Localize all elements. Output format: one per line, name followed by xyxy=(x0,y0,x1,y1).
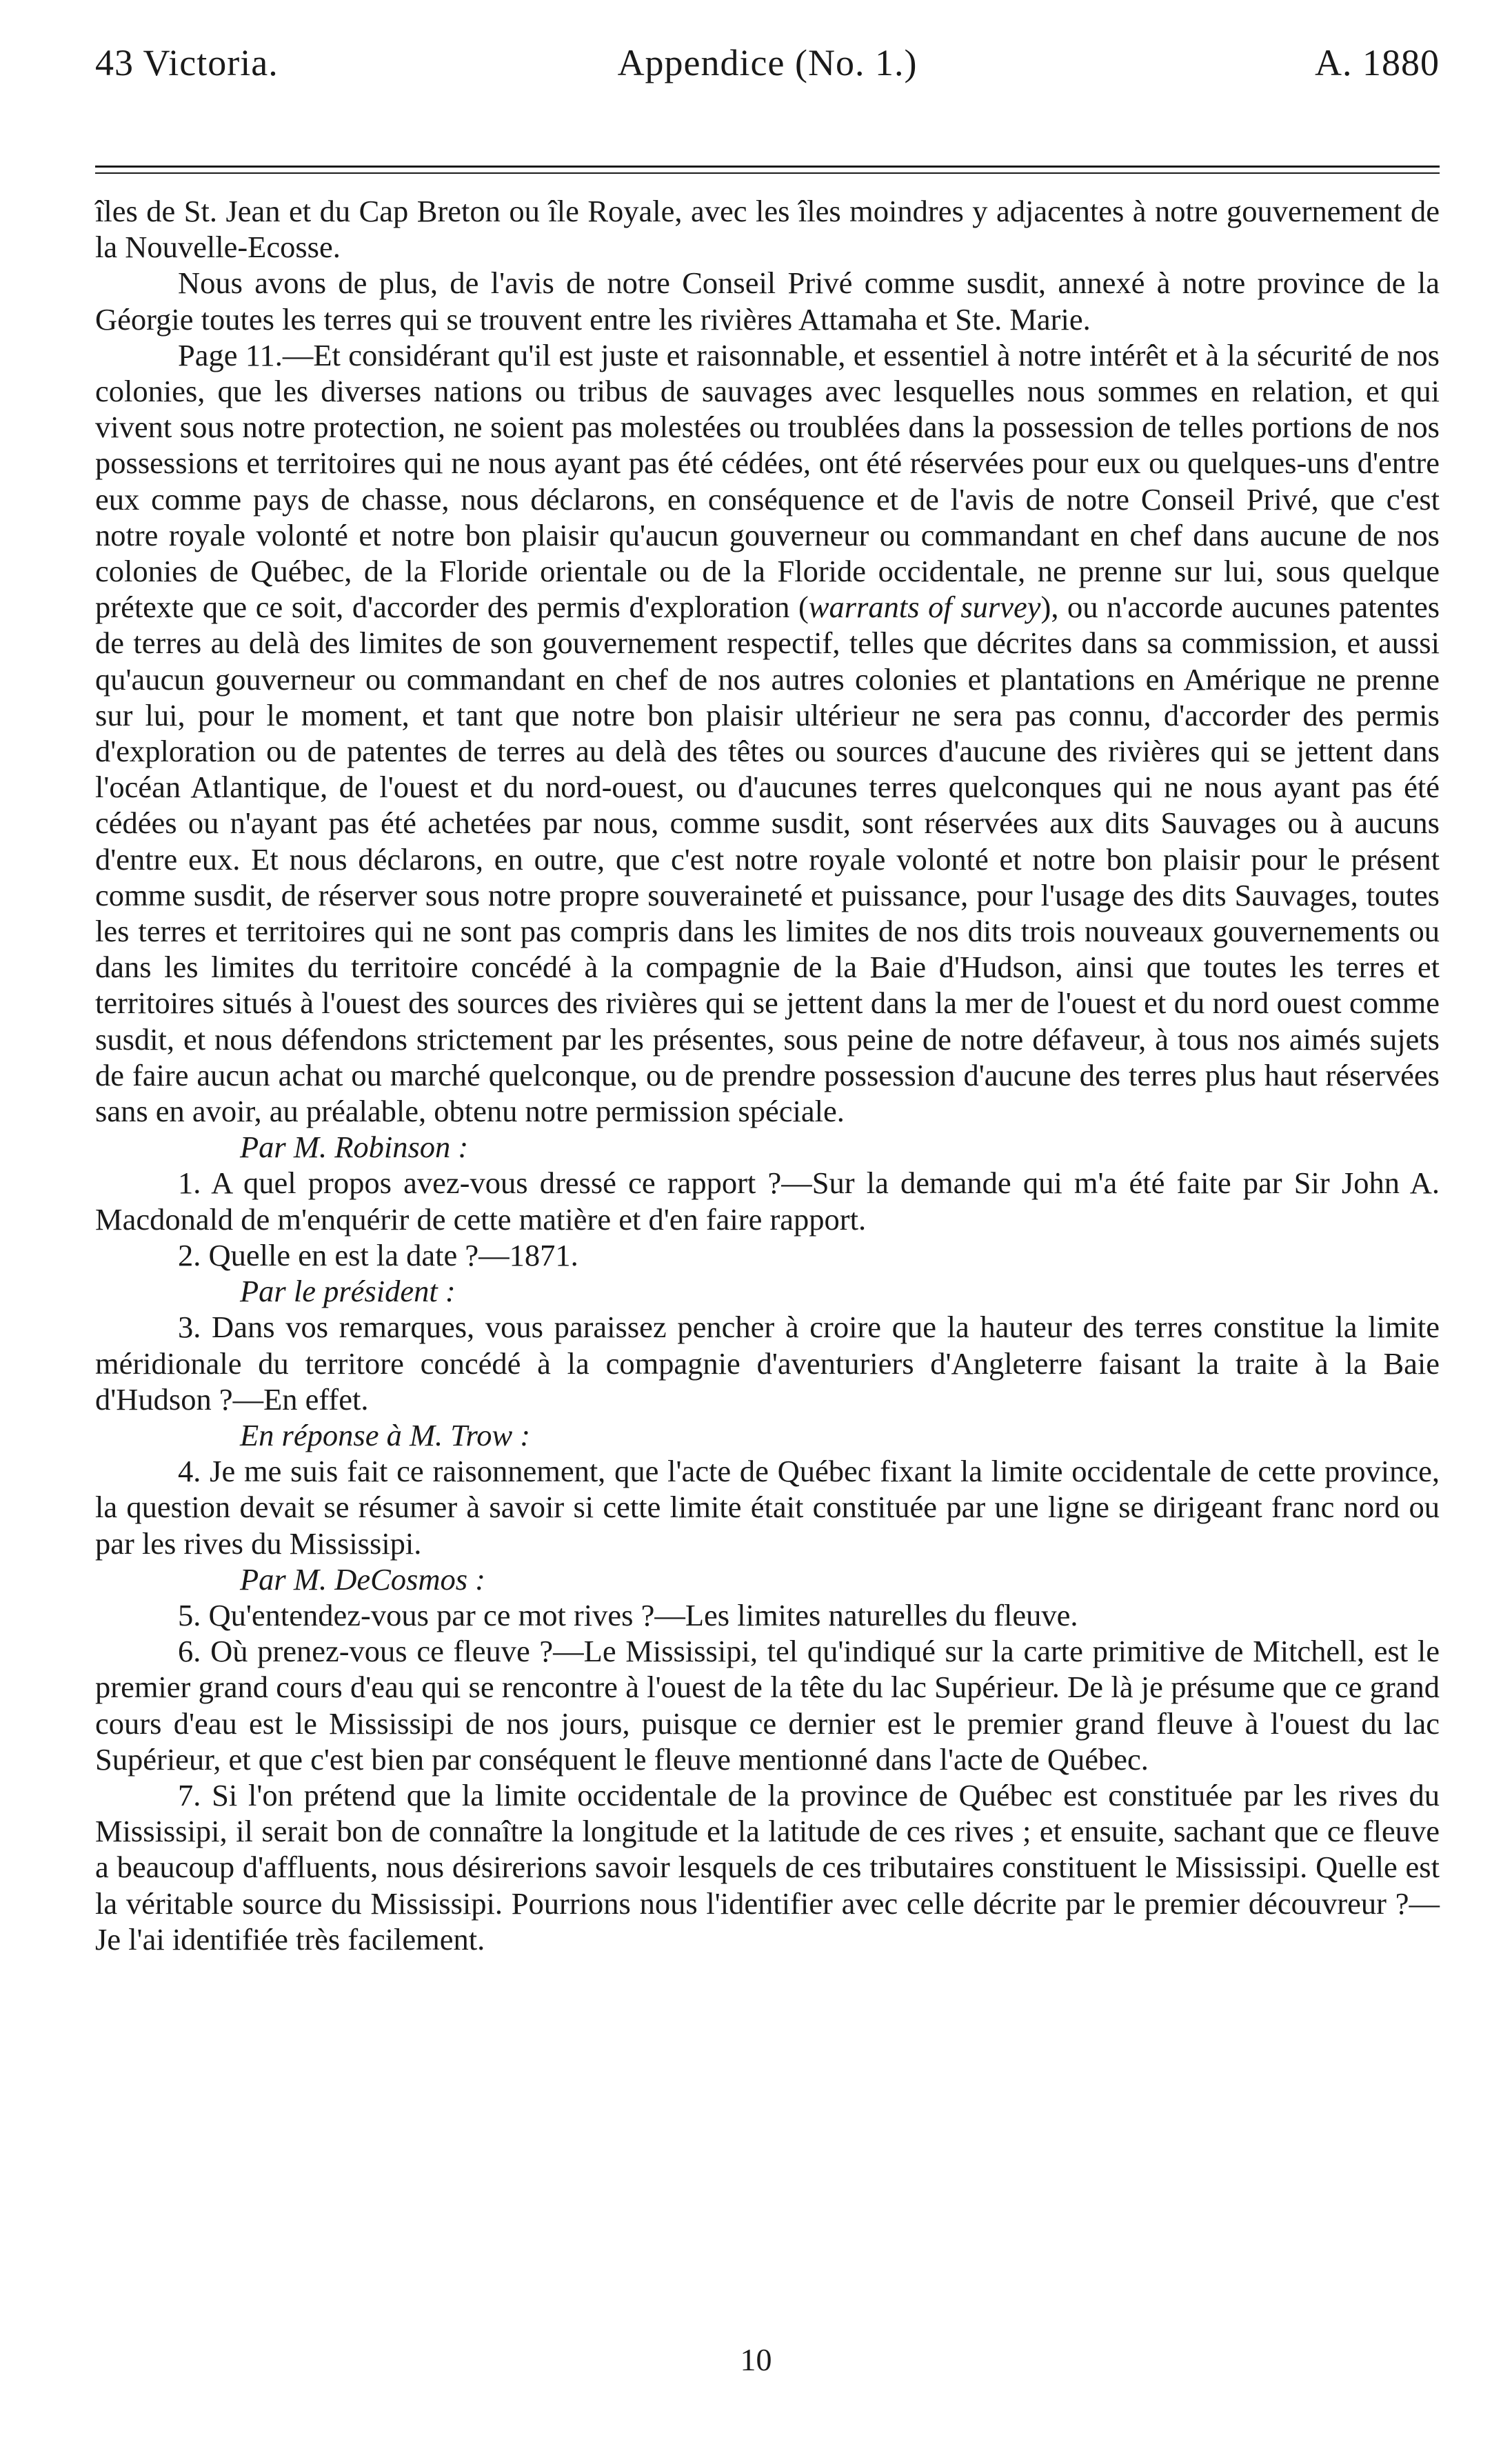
paragraph: îles de St. Jean et du Cap Breton ou île Royale, avec les îles moindres y adjacentes à notre gouvernement de la Nouvelle-Ecosse. xyxy=(95,194,1440,265)
question-answer: 5. Qu'entendez-vous par ce mot rives ?—Les limites naturelles du fleuve. xyxy=(178,1597,1078,1632)
question-answer: 6. Où prenez-vous ce fleuve ?—Le Mississipi, tel qu'indiqué sur la carte primitive de Mitchell, est le premier grand cours d'eau qui se rencontre à l'ouest de la tête du lac Supérieur. De là je présume que ce grand cours d'eau est le Mississipi de nos jours, puisque ce dernier est le premier grand fleuve à l'ouest du lac Supérieur, et que c'est bien par conséquent le fleuve mentionné dans l'acte de Québec. xyxy=(95,1634,1440,1777)
header-appendix: Appendice (No. 1.) xyxy=(617,42,918,83)
italic-term: warrants of survey xyxy=(808,590,1041,625)
speaker-label: Par M. Robinson : xyxy=(240,1130,469,1165)
paragraph-text: ), ou n'accorde aucunes patentes de terres au delà des limites de son gouvernement respectif, telles que décrites dans sa commission, et aussi qu'aucun gouverneur ou commandant en chef de nos autres colonies et plantations en Amérique ne prenne sur lui, pour le moment, et tant que notre bon plaisir ultérieur ne sera pas connu, d'accorder des permis d'exploration ou de patentes de terres au delà des têtes ou sources d'aucune des rivières qui se jettent dans l'océan Atlantique, de l'ouest et du nord-ouest, ou d'aucunes terres quelconques qui ne nous ayant pas été cédées ou n'ayant pas été achetées par nous, comme susdit, sont réservées aux dits Sauvages ou à aucuns d'entre eux. Et nous déclarons, en outre, que c'est notre royale volonté et notre bon plaisir pour le présent comme susdit, de réserver sous notre propre souveraineté et puissance, pour l'usage des dits Sauvages, toutes les terres et territoires qui ne sont pas compris dans les limites de nos dits trois nouveaux gouvernements ou dans les limites du territoire concédé à la compagnie de la Baie d'Hudson, ainsi que toutes les terres et territoires situés à l'ouest des sources des rivières qui se jettent dans la mer de l'ouest et du nord ouest comme susdit, et nous défendons strictement par les présentes, sous peine de notre défaveur, à tous nos aimés sujets de faire aucun achat ou marché quelconque, ou de prendre possession d'aucune des terres plus haut réservées sans en avoir, au préalable, obtenu notre permission spéciale. xyxy=(95,590,1440,1129)
header-rule-double xyxy=(95,172,1440,174)
paragraph-text: Page 11.—Et considérant qu'il est juste et raisonnable, et essentiel à notre intérêt et à la sécurité de nos colonies, que les diverses nations ou tribus de sauvages avec lesquelles nous sommes en relation, et qui vivent sous notre protection, ne soient pas molestées ou troublées dans la possession de telles portions de nos possessions et territoires qui ne nous ayant pas été cédées, ont été réservées pour eux ou quelques-uns d'entre eux comme pays de chasse, nous déclarons, en conséquence et de l'avis de notre Conseil Privé, que c'est notre royale volonté et notre bon plaisir qu'aucun gouverneur ou commandant en chef dans aucune de nos colonies de Québec, de la Floride orientale ou de la Floride occidentale, ne prenne sur lui, sous quelque prétexte que ce soit, d'accorder des permis d'exploration xyxy=(95,337,1440,625)
speaker-label: Par le président : xyxy=(240,1274,456,1309)
running-header xyxy=(95,41,1440,103)
question-answer: 4. Je me suis fait ce raisonnement, que l'acte de Québec fixant la limite occidentale de cette province, la question devait se résumer à savoir si cette limite était constituée par une ligne se dirigeant franc nord ou par les rives du Mississipi. xyxy=(95,1454,1440,1561)
page-number: 10 xyxy=(740,2342,772,2377)
speaker-label: Par M. DeCosmos : xyxy=(240,1561,485,1597)
question-answer: 1. A quel propos avez-vous dressé ce rapport ?—Sur la demande qui m'a été faite par Sir John A. Macdonald de m'enquérir de cette matière et d'en faire rapport. xyxy=(95,1166,1440,1237)
paragraph: Page 11.—Et considérant qu'il est juste et raisonnable, et essentiel à notre intérêt et à la sécurité de nos colonies, que les diverses nations ou tribus de sauvages avec lesquelles nous sommes en relation, et qui vivent sous notre protection, ne soient pas molestées ou troublées dans la possession de telles portions de nos possessions et territoires qui ne nous ayant pas été cédées, ont été réservées pour eux ou quelques-uns d'entre eux comme pays de chasse, nous déclarons, en conséquence et de l'avis de notre Conseil Privé, que c'est notre royale volonté et notre bon plaisir qu'aucun gouverneur ou commandant en chef dans aucune de nos colonies de Québec, de la Floride orientale ou de la Floride occidentale, ne prenne sur lui, sous quelque prétexte que ce soit, d'accorder des permis d'exploration (warrants of survey), ou n'accorde aucunes patentes de terres au delà des limites de son gouvernement respectif, telles que décrites dans sa commission, et aussi qu'aucun gouverneur ou commandant en chef de nos autres colonies et plantations en Amérique ne prenne sur lui, pour le moment, et tant que notre bon plaisir ultérieur ne sera pas connu, d'accorder des permis d'exploration ou de patentes de terres au delà des têtes ou sources d'aucune des rivières qui se jettent dans l'océan Atlantique, de l'ouest et du nord-ouest, ou d'aucunes terres quelconques qui ne nous ayant pas été cédées ou n'ayant pas été achetées par nous, comme susdit, sont réservées aux dits Sauvages ou à aucuns d'entre eux. Et nous déclarons, en outre, que c'est notre royale volonté et notre bon plaisir pour le présent comme susdit, de réserver sous notre propre souveraineté et puissance, pour l'usage des dits Sauvages, toutes les terres et territoires qui ne sont pas compris dans les limites de nos dits trois nouveaux gouvernements ou dans les limites du territoire concédé à la compagnie de la Baie d'Hudson, ainsi que toutes les terres et territoires situés à l'ouest des sources des rivières qui se jettent dans la mer de l'ouest et du nord ouest comme susdit, et nous défendons strictement par les présentes, sous peine de notre défaveur, à tous nos aimés sujets de faire aucun achat ou marché quelconque, ou de prendre possession d'aucune des terres plus haut réservées sans en avoir, au préalable, obtenu notre permission spéciale. xyxy=(95,337,1440,1129)
paragraph: Nous avons de plus, de l'avis de notre Conseil Privé comme susdit, annexé à notre province de la Géorgie toutes les terres qui se trouvent entre les rivières Attamaha et Ste. Marie. xyxy=(95,266,1440,337)
speaker-label: En réponse à M. Trow : xyxy=(240,1417,531,1452)
header-year: A. 1880 xyxy=(1315,42,1440,83)
question-answer: 7. Si l'on prétend que la limite occidentale de la province de Québec est constituée par les rives du Mississipi, il serait bon de connaître la longitude et la latitude de ces rives ; et ensuite, sachant que ce fleuve a beaucoup d'affluents, nous désirerions savoir lesquels de ces tributaires constituent le Mississipi. Quelle est la véritable source du Mississipi. Pourrions nous l'identifier avec celle décrite par le premier découvreur ?—Je l'ai identifiée très facilement. xyxy=(95,1777,1440,1957)
question-answer: 2. Quelle en est la date ?—1871. xyxy=(178,1237,578,1272)
header-session: 43 Victoria. xyxy=(95,42,279,83)
body-text xyxy=(95,193,1440,1957)
header-rule xyxy=(95,166,1440,168)
question-answer: 3. Dans vos remarques, vous paraissez pencher à croire que la hauteur des terres constitue la limite méridionale du territore concédé à la compagnie d'aventuriers d'Angleterre faisant la traite à la Baie d'Hudson ?—En effet. xyxy=(95,1310,1440,1417)
